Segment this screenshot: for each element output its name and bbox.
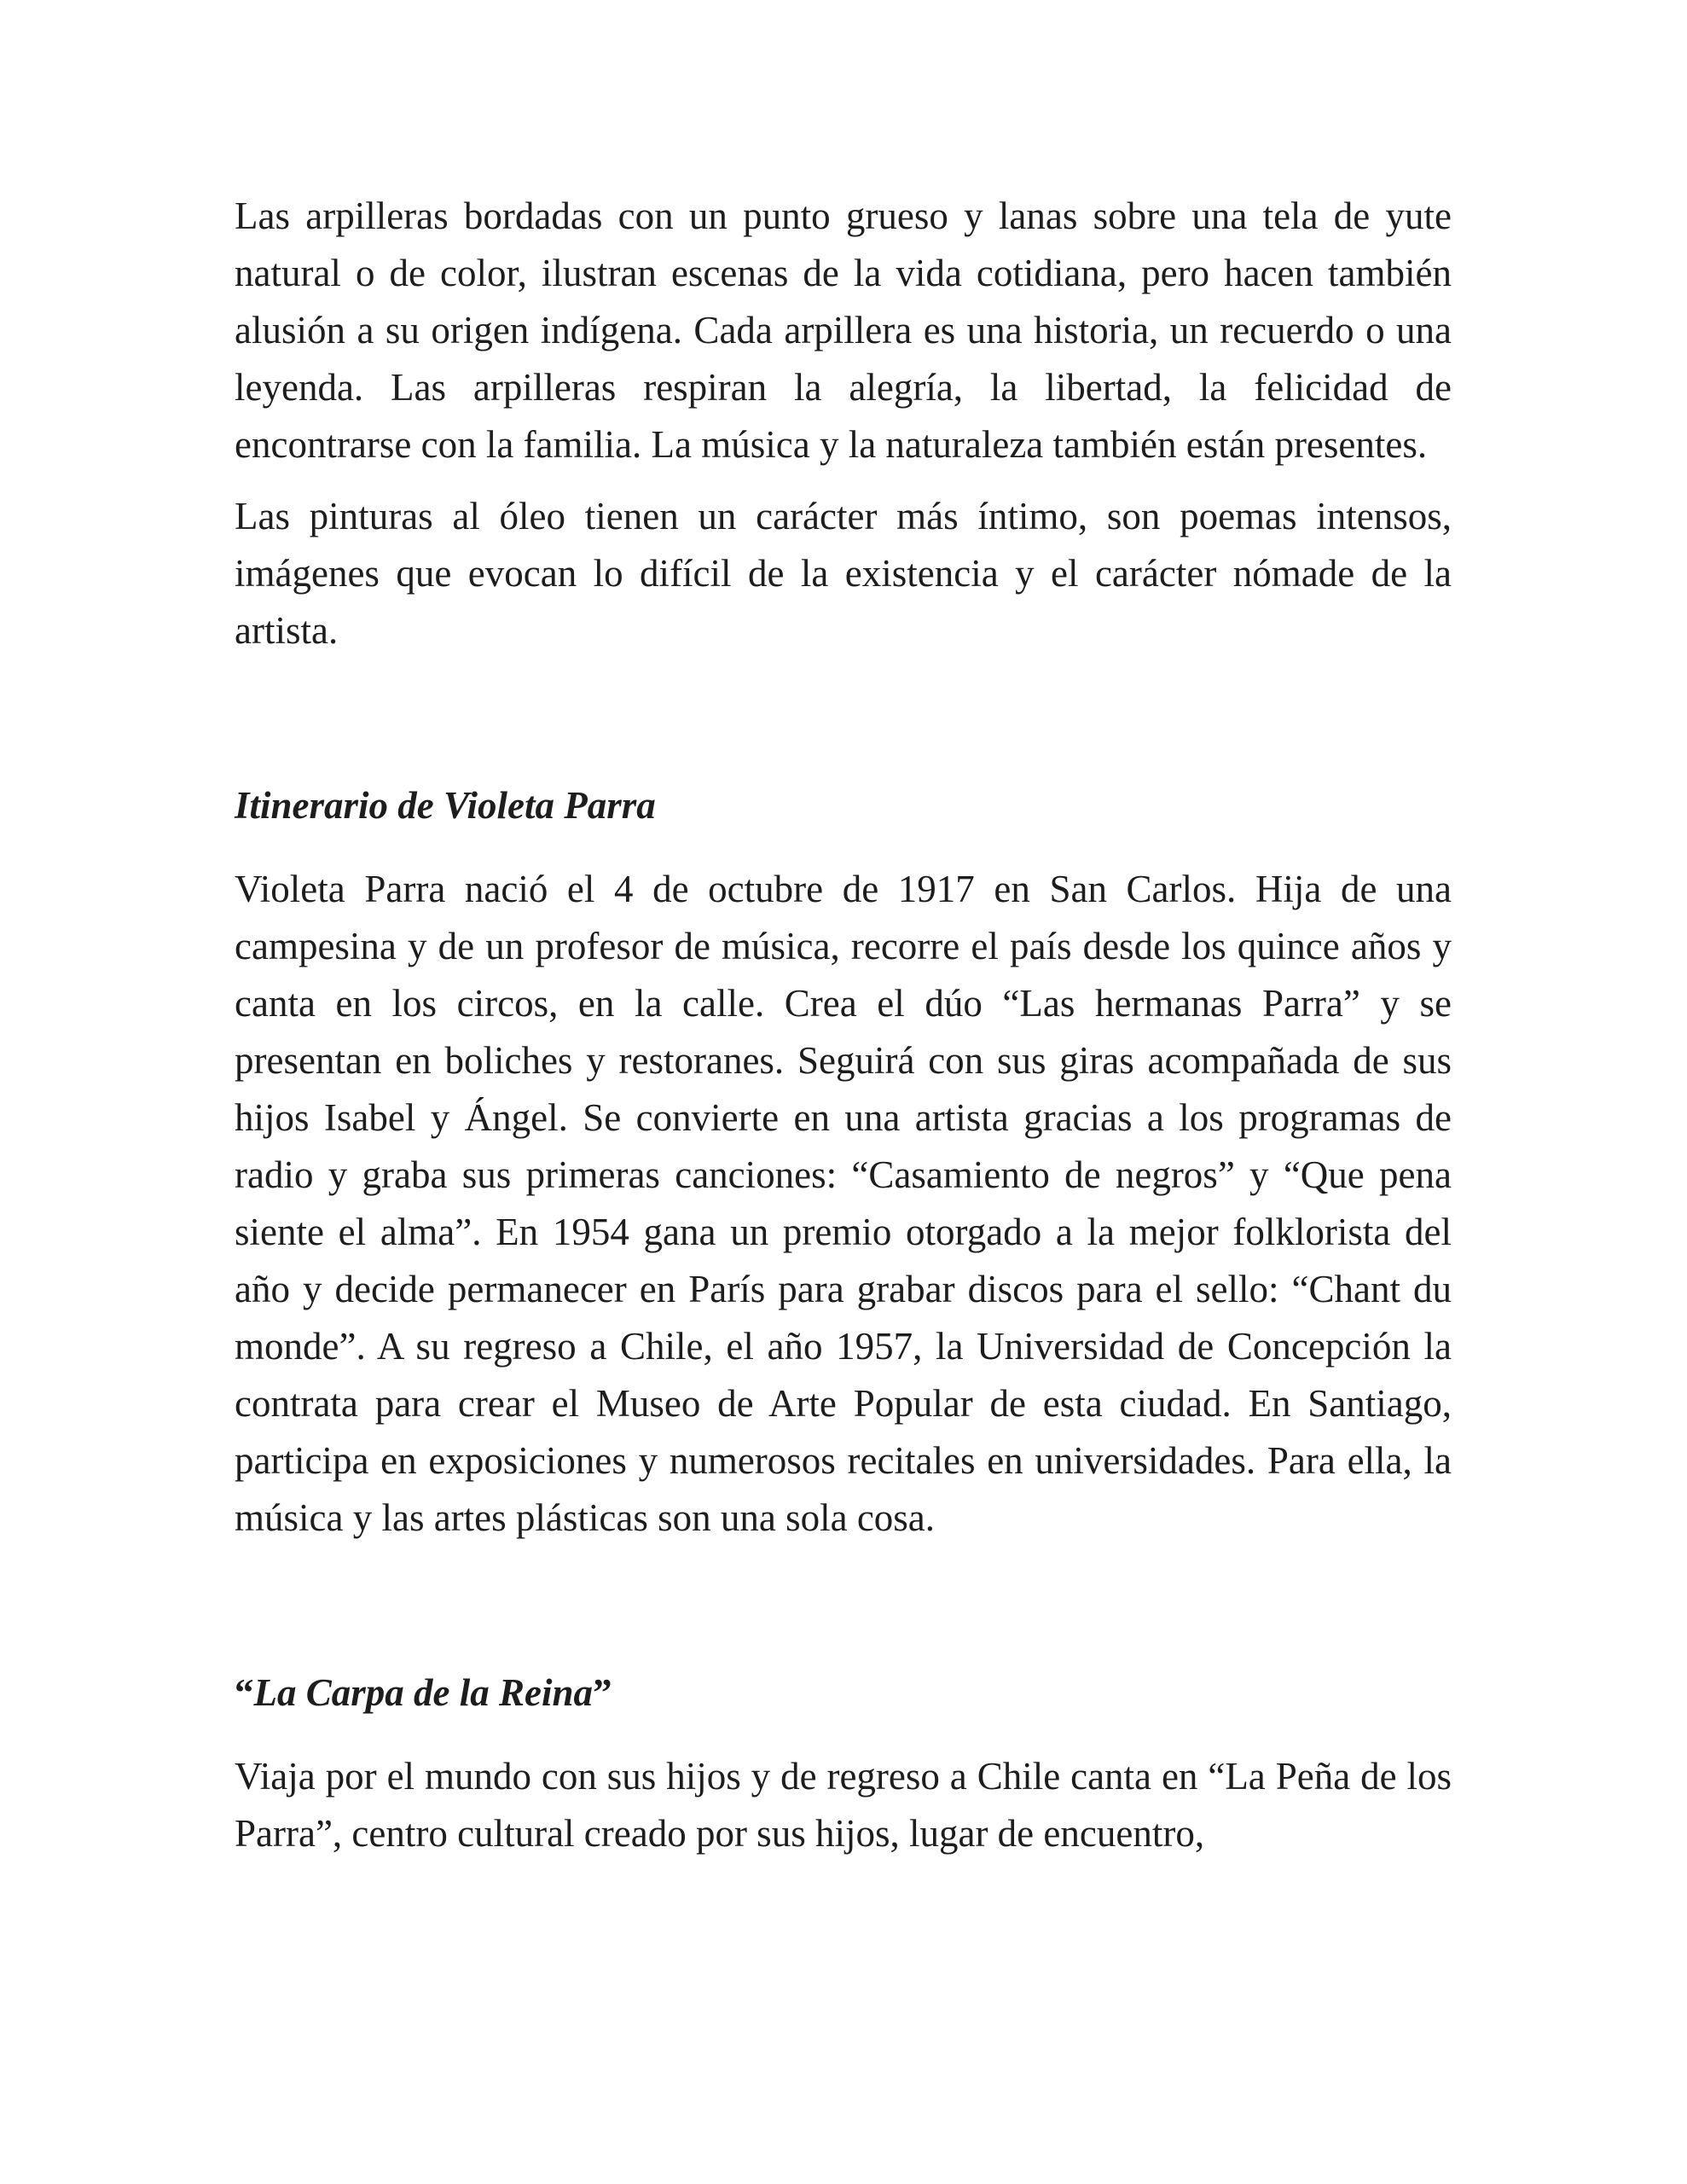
paragraph-arpilleras: Las arpilleras bordadas con un punto grueso y lanas sobre una tela de yute natural o de color, ilustran escenas de la vida cotidiana, pero hacen también alusión a su origen indígena. Cada arpillera es una historia, un recuerdo o una leyenda. Las arpilleras respiran la alegría, la libertad, la felicidad de encontrarse con la familia. La música y la naturaleza también están presentes. (235, 195, 1452, 466)
section-heading-carpa-text: La Carpa de la Reina (253, 1671, 594, 1714)
paragraph-itinerario: Violeta Parra nació el 4 de octubre de 1917 en San Carlos. Hija de una campesina y de un profesor de música, recorre el país desde los quince años y canta en los circos, en la calle. Crea el dúo “Las hermanas Parra” y se presentan en boliches y restoranes. Seguirá con sus giras acompañada de sus hijos Isabel y Ángel. Se convierte en una artista gracias a los programas de radio y graba sus primeras canciones: “Casamiento de negros” y “Que pena siente el alma”. En 1954 gana un premio otorgado a la mejor folklorista del año y decide permanecer en París para grabar discos para el sello: “Chant du monde”. A su regreso a Chile, el año 1957, la Universidad de Concepción la contrata para crear el Museo de Arte Popular de esta ciudad. En Santiago, participa en exposiciones y numerosos recitales en universidades. Para ella, la música y las artes plásticas son una sola cosa. (235, 868, 1452, 1539)
open-quote: “ (235, 1671, 254, 1714)
document-body (235, 188, 1452, 1862)
section-spacer (235, 1547, 1452, 1664)
paragraph-viaja: Viaja por el mundo con sus hijos y de regreso a Chile canta en “La Peña de los Parra”, centro cultural creado por sus hijos, lugar de encuentro, (235, 1755, 1452, 1855)
section-spacer (235, 659, 1452, 777)
paragraph-pinturas: Las pinturas al óleo tienen un carácter más íntimo, son poemas intensos, imágenes que evocan lo difícil de la existencia y el carácter nómade de la artista. (235, 495, 1452, 652)
heading-spacer (235, 834, 1452, 861)
paragraph-spacer (235, 473, 1452, 488)
section-heading-itinerario: Itinerario de Violeta Parra (235, 784, 656, 827)
close-quote: ” (593, 1671, 612, 1714)
heading-spacer (235, 1722, 1452, 1748)
section-heading-carpa (235, 1664, 1452, 1722)
